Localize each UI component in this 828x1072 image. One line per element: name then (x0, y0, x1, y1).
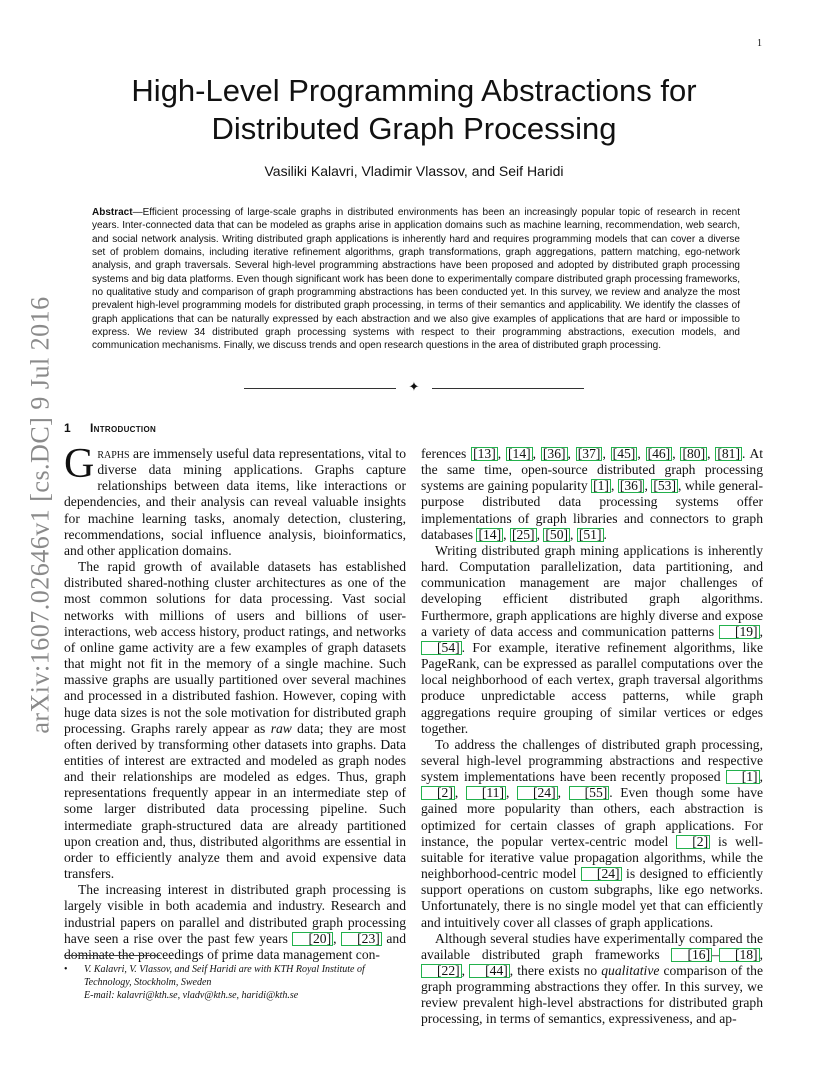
citation-link[interactable]: [36] (619, 478, 643, 494)
paragraph-text: , (637, 446, 646, 461)
paragraph (421, 737, 763, 931)
citation-link[interactable]: [14] (508, 446, 531, 461)
paragraph-text: , (567, 446, 576, 461)
citation-link[interactable]: [13] (473, 446, 496, 461)
citation-link[interactable]: [24] (517, 786, 558, 800)
paragraph-text: , (759, 623, 763, 639)
paragraph-text: To address the challenges of distributed graph processing, several high-level programming abstractions and respective system implementations have been recently proposed (421, 736, 763, 785)
footnote-email: E-mail: kalavri@kth.se, vladv@kth.se, haridi@kth.se (84, 989, 299, 1001)
paragraph-text: , (557, 785, 569, 801)
paragraph-text: , (610, 478, 618, 494)
paragraph-text: . (603, 526, 607, 542)
section-separator (244, 381, 584, 395)
paragraph (421, 543, 763, 737)
paragraph-text: The increasing interest in distributed graph processing is largely visible in both academia and industry. Research and industrial papers on parallel and distributed graph processing have seen a rise over the past few years (64, 882, 406, 946)
paragraph-text: and dominate the proceedings of prime data management con- (64, 930, 407, 962)
section-title: Introduction (90, 421, 157, 435)
paragraph-text: , (506, 785, 517, 801)
paragraph-text: , (536, 526, 544, 542)
citation-link[interactable]: [46] (647, 446, 671, 461)
citation-link[interactable]: [20] (292, 932, 333, 946)
paragraph-text: is designed to efficiently support operations on custom subgraphs, like ego networks. Unfortunately, there is no single model yet that can efficiently and intuitively cover all classes of graph applications. (421, 866, 763, 930)
citation-link[interactable]: [44] (469, 964, 510, 978)
paragraph-text: . Even though some have gained more popularity than others, each abstraction is optimized for certain classes of graph applications. For instance, the popular vertex-centric model (421, 785, 764, 849)
separator-diamond-icon: ✦ (408, 380, 420, 395)
emphasis: raw (270, 720, 292, 736)
paragraph-text: The rapid growth of available datasets has established distributed shared-nothing cluster architectures as one of the most common solutions for data processing. Vast social networks with millions of users and billions of user-interactions, web access history, product ratings, and networks of online game activity are a few examples of graph datasets that might not fit in the memory of a single machine. Such massive graphs are usually partitioned over several machines and processed in a distributed fashion. However, coping with huge data sizes is not the sole motivation for distributed graph processing. Graphs rarely appear as (64, 559, 406, 736)
body-column-left (64, 441, 407, 963)
paragraph-text: , while general-purpose distributed data processing systems offer implementations of graph libraries and connectors to graph databases (421, 478, 764, 542)
footnote-bullet-icon: • (64, 964, 68, 975)
paragraph-text: Although several studies have experimentally compared the available distributed graph frameworks (421, 930, 763, 962)
citation-link[interactable]: [11] (466, 786, 506, 800)
citation-link[interactable]: [54] (421, 641, 462, 655)
citation-link[interactable]: [25] (511, 526, 535, 542)
paragraph-text: , (497, 446, 506, 461)
paragraph (64, 559, 406, 882)
abstract (92, 206, 740, 353)
section-heading (64, 421, 156, 435)
citation-link[interactable]: [1] (593, 478, 609, 494)
citation-link[interactable]: [50] (545, 526, 569, 542)
paragraph (64, 882, 406, 963)
abstract-text: —Efficient processing of large-scale graphs in distributed environments has been an increasingly popular topic of research in recent years. Inter-connected data that can be modeled as graphs arise in application domains such as machine learning, recommendation, web search, and social network analysis. Writing distributed graph applications is inherently hard and requires programming models that can cover a diverse set of problem domains, including iterative refinement algorithms, graph transformations, graph aggregations, pattern matching, ego-network analysis, and graph traversals. Several high-level programming abstractions have been proposed and adopted by distributed graph processing systems and big data platforms. Even though significant work has been done to experimentally compare distributed graph processing frameworks, no qualitative study and comparison of graph programming abstractions has been conducted yet. In this survey, we review and analyze the most prevalent high-level programming models for distributed graph processing, in terms of their semantics and applicability. We identify the classes of graph applications that can be naturally expressed by each abstraction and we also give examples of applications that are hard or impossible to express. We review 34 distributed graph processing systems with respect to their programming abstractions, execution models, and communication mechanisms. Finally, we discuss trends and open research questions in the area of distributed graph processing. (92, 207, 740, 352)
paragraph-text: , (644, 478, 652, 494)
footnote-affiliation: V. Kalavri, V. Vlassov, and Seif Haridi are with KTH Royal Institute of Technology, Stockholm, Sweden (84, 964, 365, 988)
paragraph (421, 446, 763, 543)
paragraph-text: , (333, 930, 342, 946)
paragraph-text: , (570, 526, 577, 542)
paragraph-text: Writing distributed graph mining applications is inherently hard. Computation parallelization, data partitioning, and communication management are major challenges of developing efficient distributed graph algorithms. Furthermore, graph applications are highly diverse and expose a variety of data access and communication patterns (421, 542, 763, 639)
separator-rule-right (432, 388, 584, 389)
page-number: 1 (757, 38, 762, 49)
author-list: Vasiliki Kalavri, Vladimir Vlassov, and Seif Haridi (264, 163, 564, 179)
citation-link[interactable]: [51] (578, 526, 602, 542)
paragraph-text: is well-suitable for iterative value propagation algorithms, while the neighborhood-centric model (421, 833, 763, 882)
paragraph-text: , (672, 446, 681, 461)
paragraph (421, 931, 763, 1028)
citation-link[interactable]: [80] (682, 446, 706, 461)
citation-link[interactable]: [1] (726, 770, 760, 784)
opening-smallcaps: raphs (97, 446, 130, 461)
body-column-right (421, 446, 763, 1028)
citation-link[interactable]: [36] (542, 446, 566, 461)
paragraph-text: data; they are most often derived by transforming other datasets into graphs. Data entities of interest are extracted and modeled as graph nodes and their relationships are modeled as edges. Thus, graph representations frequently appear in an intermediate step of some larger distributed data processing pipeline. Such intermediate graph-structured data are already partitioned upon creation and, thus, distributed algorithms are essential in order to efficiently analyze them and avoid expensive data transfers. (64, 720, 407, 882)
citation-link[interactable]: [22] (421, 964, 462, 978)
section-number: 1 (64, 421, 71, 435)
citation-link[interactable]: [37] (577, 446, 601, 461)
paragraph-text: , (707, 446, 716, 461)
paragraph-text: , (602, 446, 611, 461)
paragraph (64, 441, 406, 559)
citation-link[interactable]: [2] (676, 835, 710, 849)
citation-link[interactable]: [14] (478, 526, 502, 542)
paragraph-text: ferences (421, 446, 472, 461)
citation-link[interactable]: [24] (581, 867, 622, 881)
paragraph-text: , (454, 785, 466, 801)
arxiv-identifier: arXiv:1607.02646v1 [cs.DC] 9 Jul 2016 (26, 296, 56, 734)
emphasis: qualitative (601, 963, 660, 978)
citation-link[interactable]: [23] (341, 932, 382, 946)
paragraph-text: – (712, 946, 719, 962)
paragraph-text: . For example, iterative refinement algorithms, like PageRank, can be expressed as parallel computations over the local neighborhood of each vertex, graph traversal algorithms produce unpredictable access patterns, while graph aggregations require grouping of similar vertices or edges together. (421, 639, 763, 736)
affiliation-footnote (64, 964, 406, 1002)
paper-title: High-Level Programming Abstractions for Distributed Graph Processing (131, 73, 697, 146)
citation-link[interactable]: [19] (719, 625, 760, 639)
paragraph-text: . At the same time, open-source distributed graph processing systems are gaining popularity (421, 446, 764, 494)
paragraph-text: are immensely useful data representations, vital to diverse data mining applications. Graphs capture relationships between data items, like interactions or dependencies, and their analysis can reveal valuable insights for machine learning tasks, anomaly detection, clustering, recommendations, social influence analysis, bioinformatics, and other application domains. (64, 446, 406, 558)
citation-link[interactable]: [55] (569, 786, 610, 800)
paragraph-text: comparison of the graph programming abstractions they offer. In this survey, we review prevalent high-level abstractions for distributed graph processing, in terms of semantics, expressiveness, and ap- (421, 963, 763, 1027)
separator-rule-left (244, 388, 396, 389)
abstract-label: Abstract (92, 207, 133, 218)
citation-link[interactable]: [81] (717, 446, 740, 461)
footnote-rule (64, 955, 160, 956)
paragraph-text: , (532, 446, 541, 461)
drop-cap: G (64, 441, 95, 487)
arxiv-sidebar-stamp (18, 296, 64, 734)
citation-link[interactable]: [16] (671, 948, 712, 962)
citation-link[interactable]: [45] (612, 446, 636, 461)
citation-link[interactable]: [18] (719, 948, 760, 962)
paragraph-text: , (503, 526, 510, 542)
paragraph-text: , there exists no (509, 963, 602, 978)
paragraph-text: , (759, 946, 763, 962)
citation-link[interactable]: [2] (421, 786, 455, 800)
paragraph-text: , (461, 963, 470, 978)
paragraph-text: , (759, 769, 763, 785)
citation-link[interactable]: [53] (653, 478, 676, 494)
